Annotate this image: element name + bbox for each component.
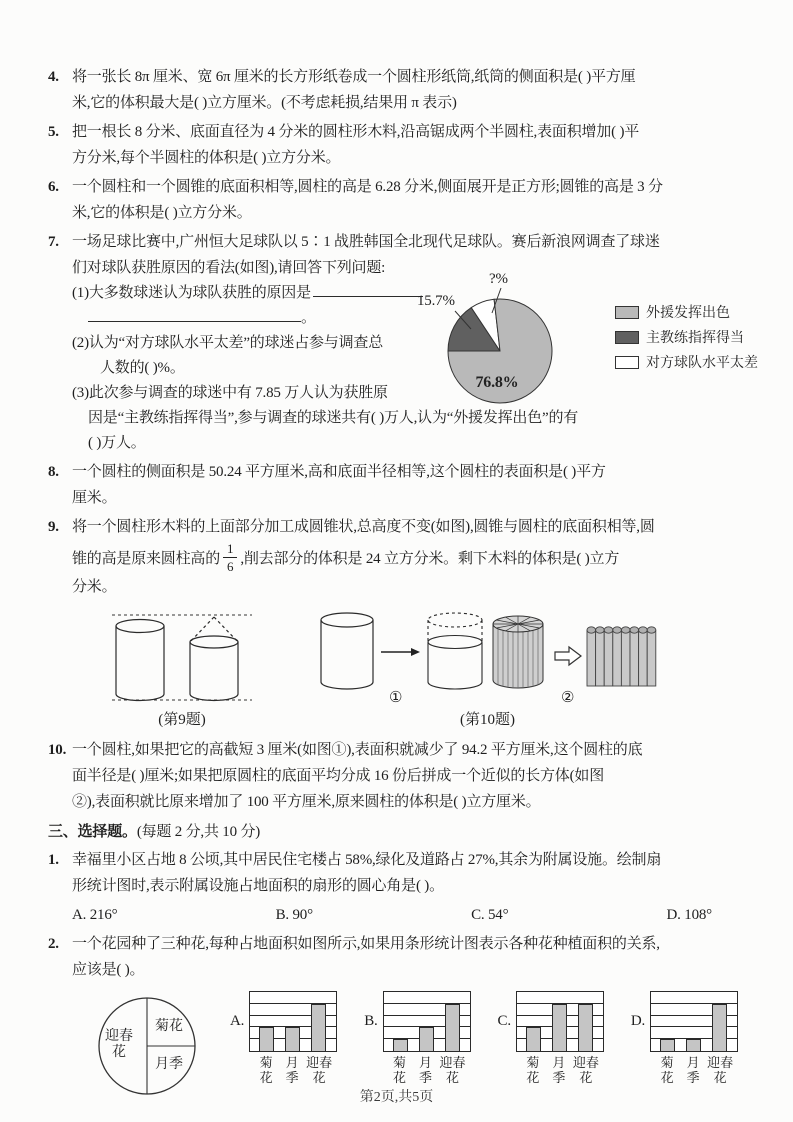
question-4 — [48, 64, 763, 116]
text-line: 形统计图时,表示附属设施占地面积的扇形的圆心角是( )。 — [72, 878, 444, 894]
bar-label: 迎春 花 — [707, 1055, 734, 1085]
legend-item — [615, 302, 758, 322]
text-line: 幸福里小区占地 8 公顷,其中居民住宅楼占 58%,绿化及道路占 27%,其余为附属设施。绘制扇 — [72, 852, 662, 868]
bar-axis-labels — [383, 1052, 472, 1090]
worksheet-content — [48, 64, 763, 1109]
option-b: B. 90° — [275, 907, 313, 923]
choice-1-options — [72, 902, 712, 928]
subitem-3-line: (3)此次参与调查的球迷中有 7.85 万人认为获胜原 — [72, 385, 388, 401]
option-d: D. 108° — [666, 907, 712, 923]
bar-label: 菊 花 — [526, 1055, 540, 1085]
text-line: 方分米,每个半圆柱的体积是( )立方分米。 — [72, 150, 341, 166]
question-number: 7. — [48, 234, 59, 250]
text-line: 米,它的体积是( )立方分米。 — [72, 205, 252, 221]
bar-label: 菊 花 — [259, 1055, 273, 1085]
bar-axis-labels — [516, 1052, 605, 1090]
bar — [712, 1004, 727, 1051]
figure-q10 — [315, 606, 660, 729]
text: 锥的高是原来圆柱高的 — [72, 550, 221, 567]
bar — [526, 1027, 541, 1051]
bar-label: 月 季 — [285, 1055, 299, 1085]
text-line: 分米。 — [72, 579, 117, 595]
text-line: 一个圆柱,如果把它的高截短 3 厘米(如图①),表面积就减少了 94.2 平方厘米,这个圆柱的底 — [72, 742, 643, 758]
bar-chart — [516, 991, 604, 1052]
figure-q9 — [112, 610, 252, 729]
question-6 — [48, 174, 763, 226]
question-5 — [48, 119, 763, 171]
fraction-numerator: 1 — [223, 542, 237, 558]
bar — [660, 1039, 675, 1051]
bar-axis-labels — [650, 1052, 739, 1090]
text: ,削去部分的体积是 24 立方分米。剩下木料的体积是( )立方 — [240, 550, 620, 567]
bar — [393, 1039, 408, 1051]
question-number: 10. — [48, 742, 67, 758]
text-line: 将一个圆柱形木料的上面部分加工成圆锥状,总高度不变(如图),圆锥与圆柱的底面积相等,圆 — [72, 519, 655, 535]
question-7 — [48, 229, 763, 456]
svg-text:15.7%: 15.7% — [417, 293, 455, 309]
question-number: 9. — [48, 519, 59, 535]
bar-label: 月 季 — [419, 1055, 433, 1085]
subitem-2-line: (2)认为“对方球队水平太差”的球迷占参与调查总 — [72, 335, 384, 351]
option-a: A. 216° — [72, 907, 118, 923]
bar-chart — [249, 991, 337, 1052]
question-number: 1. — [48, 852, 59, 868]
bar — [578, 1004, 593, 1051]
fraction — [223, 542, 237, 573]
text: 。 — [301, 310, 316, 326]
q9-cylinders-figure — [112, 610, 252, 706]
bar — [686, 1039, 701, 1051]
legend-swatch — [615, 356, 639, 369]
choice-question-2 — [48, 931, 763, 983]
circled-one-mark: ① — [389, 690, 403, 706]
option-letter: A. — [230, 1013, 245, 1029]
option-c: C. 54° — [471, 907, 509, 923]
bar-options-row — [230, 989, 739, 1090]
q7-pie-svg — [415, 267, 605, 407]
text-line: ②),表面积就比原来增加了 100 平方厘米,原来圆柱的体积是( )立方厘米。 — [72, 794, 541, 810]
text-line: 一个圆柱和一个圆锥的底面积相等,圆柱的高是 6.28 分米,侧面展开是正方形;圆锥的高是 3 分 — [72, 179, 663, 195]
legend-item — [615, 327, 758, 347]
answer-blank — [88, 307, 301, 322]
answer-blank — [313, 282, 423, 297]
text: (1)大多数球迷认为球队获胜的原因是 — [72, 285, 311, 301]
legend-swatch — [615, 306, 639, 319]
text-line: 一个圆柱的侧面积是 50.24 平方厘米,高和底面半径相等,这个圆柱的表面积是( )平方 — [72, 464, 606, 480]
bar-label: 迎春 花 — [306, 1055, 333, 1085]
option-letter: B. — [364, 1013, 378, 1029]
text-line — [72, 540, 763, 574]
question-number: 4. — [48, 69, 59, 85]
q7-pie-chart — [415, 267, 758, 407]
legend-label: 外援发挥出色 — [646, 306, 730, 321]
bar-option-C — [498, 991, 605, 1090]
bar — [445, 1004, 460, 1051]
figure-caption: (第10题) — [460, 712, 515, 728]
question-9 — [48, 514, 763, 600]
bar — [311, 1004, 326, 1051]
pie-label-juhua: 菊花 — [155, 1019, 183, 1034]
text-line: 应该是( )。 — [72, 962, 145, 978]
bar-label: 月 季 — [552, 1055, 566, 1085]
svg-text:?%: ?% — [489, 271, 508, 287]
bar — [419, 1027, 434, 1051]
bar-chart — [383, 991, 471, 1052]
text-line: 把一根长 8 分米、底面直径为 4 分米的圆柱形木料,沿高锯成两个半圆柱,表面积增加( )平 — [72, 124, 640, 140]
subitem-3-line: ( )万人。 — [88, 435, 146, 451]
figure-row — [112, 606, 763, 729]
bar-option-B — [364, 991, 471, 1090]
text-line: 一个花园种了三种花,每种占地面积如图所示,如果用条形统计图表示各种花种植面积的关系, — [72, 936, 660, 952]
text-line: 米,它的体积最大是( )立方厘米。(不考虑耗损,结果用 π 表示) — [72, 95, 457, 111]
subitem-2-line: 人数的( )%。 — [100, 360, 185, 376]
legend-swatch — [615, 331, 639, 344]
bar-chart — [650, 991, 738, 1052]
question-number: 6. — [48, 179, 59, 195]
text-line: 一场足球比赛中,广州恒大足球队以 5∶1 战胜韩国全北现代足球队。赛后新浪网调查了球迷 — [72, 234, 660, 250]
bar-label: 月 季 — [686, 1055, 700, 1085]
bar-option-D — [631, 991, 739, 1090]
section-title-rest: (每题 2 分,共 10 分) — [136, 824, 261, 840]
legend-label: 对方球队水平太差 — [646, 356, 758, 371]
question-number: 2. — [48, 936, 59, 952]
bar-option-A — [230, 991, 338, 1090]
choice-question-1 — [48, 847, 763, 899]
subitem-3-line: 因是“主教练指挥得当”,参与调查的球迷共有( )万人,认为“外援发挥出色”的有 — [88, 410, 579, 426]
question-number: 8. — [48, 464, 59, 480]
svg-text:76.8%: 76.8% — [475, 374, 519, 391]
q7-pie-legend — [615, 302, 758, 372]
question-10 — [48, 737, 763, 815]
legend-item — [615, 352, 758, 372]
text-line: 面半径是( )厘米;如果把原圆柱的底面平均分成 16 份后拼成一个近似的长方体(如图 — [72, 768, 605, 784]
figure-caption: (第9题) — [158, 712, 206, 728]
bar-label: 迎春 花 — [572, 1055, 599, 1085]
question-8 — [48, 459, 763, 511]
bar-label: 菊 花 — [393, 1055, 407, 1085]
section-3-title — [48, 819, 763, 845]
text-line: 厘米。 — [72, 490, 117, 506]
fraction-denominator: 6 — [227, 558, 234, 574]
bar-axis-labels — [249, 1052, 338, 1090]
bar-label: 迎春 花 — [439, 1055, 466, 1085]
pie-label-yingchunhua: 迎春花 — [105, 1029, 133, 1060]
question-number: 5. — [48, 124, 59, 140]
bar — [552, 1004, 567, 1051]
option-letter: D. — [630, 1013, 646, 1029]
page-footer: 第2页,共5页 — [359, 1090, 434, 1105]
q10-cylinders-figure — [315, 606, 660, 706]
bar-label: 菊 花 — [660, 1055, 674, 1085]
option-letter: C. — [497, 1013, 511, 1029]
legend-label: 主教练指挥得当 — [646, 331, 744, 346]
text-line: 们对球队获胜原因的看法(如图),请回答下列问题: — [72, 260, 386, 276]
text-line: 将一张长 8π 厘米、宽 6π 厘米的长方形纸卷成一个圆柱形纸筒,纸筒的侧面积是( )平方厘 — [72, 69, 636, 85]
pie-label-yueji: 月季 — [155, 1057, 183, 1072]
bar — [259, 1027, 274, 1051]
circled-two-mark: ② — [561, 690, 575, 706]
bar — [285, 1027, 300, 1051]
section-title-bold: 三、选择题。 — [48, 824, 137, 840]
